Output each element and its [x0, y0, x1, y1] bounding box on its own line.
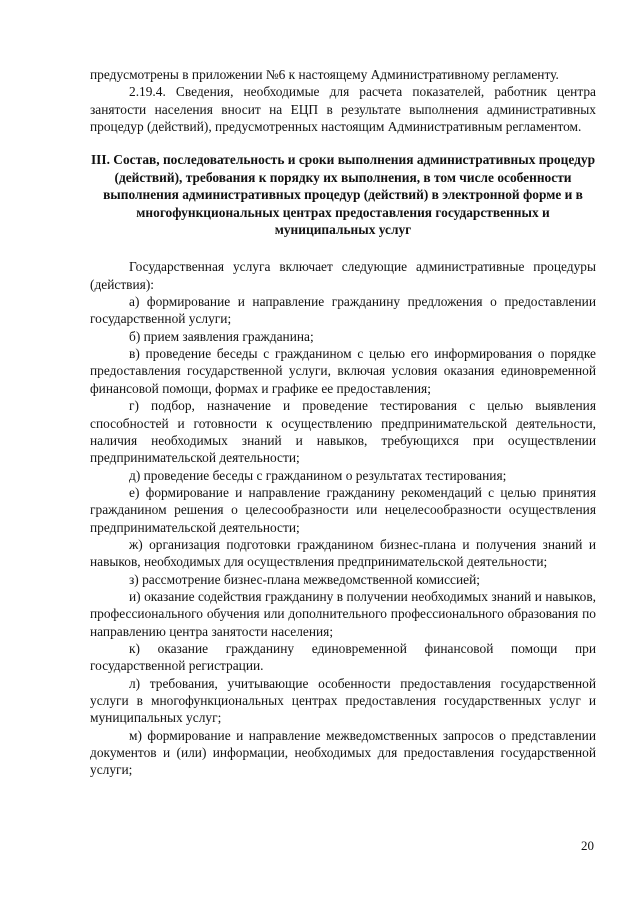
list-item-d: д) проведение беседы с гражданином о результатах тестирования; [129, 467, 507, 483]
page-body [90, 66, 596, 779]
section-heading: III. Состав, последовательность и сроки выполнения административных процедур (действий), требования к порядку их выполнения, в том числе особенности выполнения административных процедур (действий) в электронной форме и в многофункциональных центрах предоставления государственных и муниципальных услуг [90, 152, 596, 237]
list-item-v: в) проведение беседы с гражданином с целью его информирования о порядке предоставления государственной услуги, включая условия оказания единовременной финансовой помощи, формах и графике ее предоставления; [90, 346, 596, 396]
list-item-g: г) подбор, назначение и проведение тестирования с целью выявления способностей и готовности к осуществлению предпринимательской деятельности, наличия необходимых знаний и навыков, требующихся при осуществлении предпринимательской деятельности; [90, 398, 596, 466]
page-number: 20 [581, 838, 594, 853]
list-item-l: л) требования, учитывающие особенности предоставления государственной услуги в многофункциональных центрах предоставления государственных услуг и муниципальных услуг; [90, 675, 596, 726]
list-item-e: е) формирование и направление гражданину рекомендаций с целью принятия гражданином решения о целесообразности или нецелесообразности осуществления предпринимательской деятельности; [90, 484, 596, 535]
list-item-a: а) формирование и направление гражданину предложения о предоставлении государственной услуги; [90, 294, 596, 327]
list-item-k: к) оказание гражданину единовременной финансовой помощи при государственной регистрации. [90, 640, 596, 674]
list-item-z: з) рассмотрение бизнес-плана межведомственной комиссией; [129, 571, 480, 587]
paragraph-procedures-intro: Государственная услуга включает следующие административные процедуры (действия): [90, 259, 596, 292]
list-item-zh: ж) организация подготовки гражданином бизнес-плана и получения знаний и навыков, необходимых для осуществления предпринимательской деятельности; [90, 536, 596, 570]
intro-continuation: предусмотрены в приложении №6 к настоящему Административному регламенту. [90, 67, 559, 82]
list-item-m: м) формирование и направление межведомственных запросов о представлении документов и (или) информации, необходимых для предоставления государственной услуги; [90, 727, 596, 778]
list-item-i: и) оказание содействия гражданину в получении необходимых знаний и навыков, профессионального обучения или дополнительного профессионального образования по направлению центра занятости населения; [90, 588, 596, 639]
paragraph-2-19-4: 2.19.4. Сведения, необходимые для расчета показателей, работник центра занятости населения вносит на ЕЦП в результате выполнения административных процедур (действий), предусмотренных настоящим Административным регламентом. [90, 84, 596, 135]
list-item-b: б) прием заявления гражданина; [129, 328, 314, 344]
